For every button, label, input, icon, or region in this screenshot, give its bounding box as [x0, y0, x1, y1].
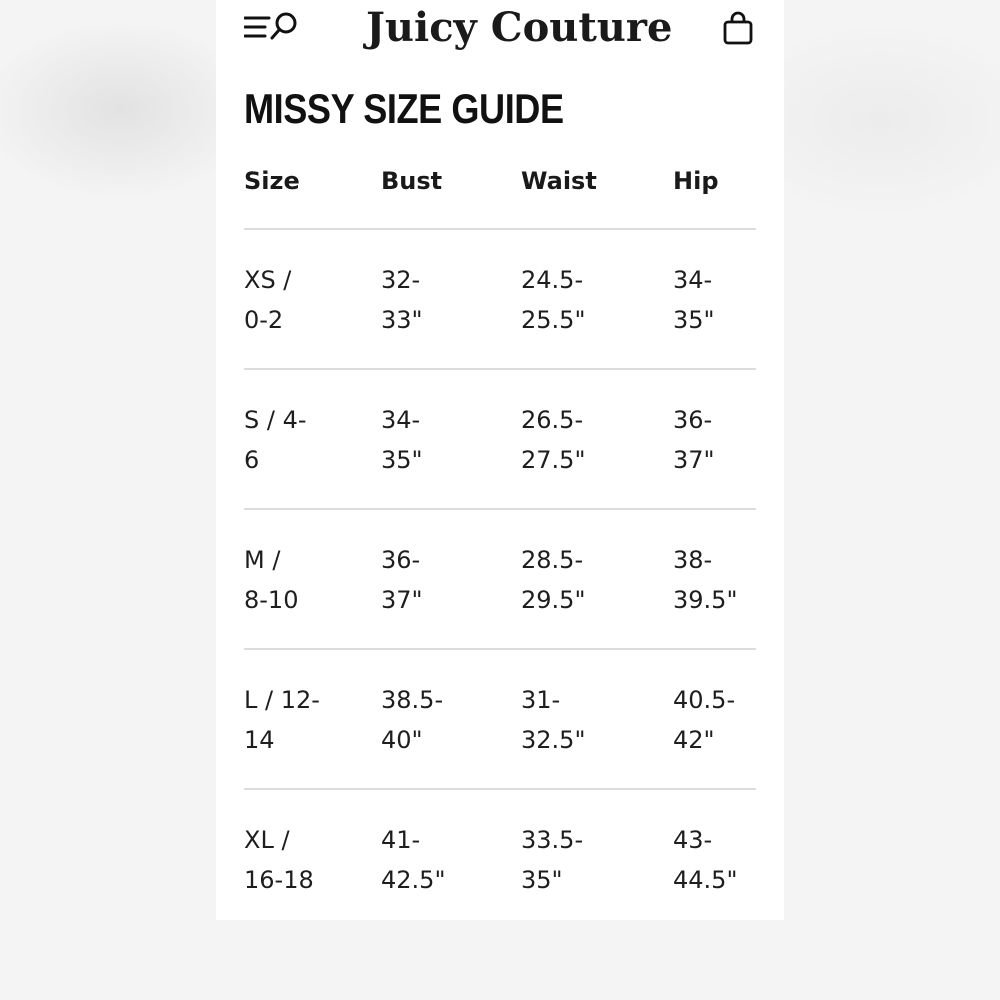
column-header-hip: Hip: [673, 167, 719, 195]
bust-cell: 38.5- 40": [381, 686, 444, 754]
bust-cell: 41- 42.5": [381, 826, 446, 894]
size-cell: M / 8-10: [244, 546, 299, 614]
size-guide-table: [244, 150, 756, 920]
bust-cell: 32- 33": [381, 266, 423, 334]
hip-cell: 40.5- 42": [673, 686, 736, 754]
brand-logo[interactable]: Juicy Couture: [366, 4, 673, 51]
column-header-bust: Bust: [381, 167, 443, 195]
hip-cell: 34- 35": [673, 266, 715, 334]
waist-cell: 31- 32.5": [521, 686, 586, 754]
column-header-size: Size: [244, 167, 300, 195]
size-cell: XL / 16-18: [244, 826, 314, 894]
page-title: MISSY SIZE GUIDE: [244, 85, 564, 132]
table-header-row: [244, 150, 756, 230]
waist-cell: 24.5- 25.5": [521, 266, 586, 334]
table-row: [244, 370, 756, 510]
shopping-bag-icon[interactable]: [720, 10, 756, 46]
size-cell: S / 4- 6: [244, 406, 307, 474]
hip-cell: 43- 44.5": [673, 826, 738, 894]
table-row: [244, 510, 756, 650]
waist-cell: 28.5- 29.5": [521, 546, 586, 614]
bust-cell: 36- 37": [381, 546, 423, 614]
bust-cell: 34- 35": [381, 406, 423, 474]
site-header: [216, 0, 784, 60]
mobile-page: [216, 0, 784, 920]
size-cell: XS / 0-2: [244, 266, 292, 334]
column-header-waist: Waist: [521, 167, 597, 195]
waist-cell: 26.5- 27.5": [521, 406, 586, 474]
hip-cell: 38- 39.5": [673, 546, 738, 614]
table-row: [244, 790, 756, 920]
waist-cell: 33.5- 35": [521, 826, 584, 894]
table-row: [244, 650, 756, 790]
size-cell: L / 12- 14: [244, 686, 320, 754]
table-row: [244, 230, 756, 370]
menu-search-icon[interactable]: [244, 10, 300, 46]
hip-cell: 36- 37": [673, 406, 715, 474]
